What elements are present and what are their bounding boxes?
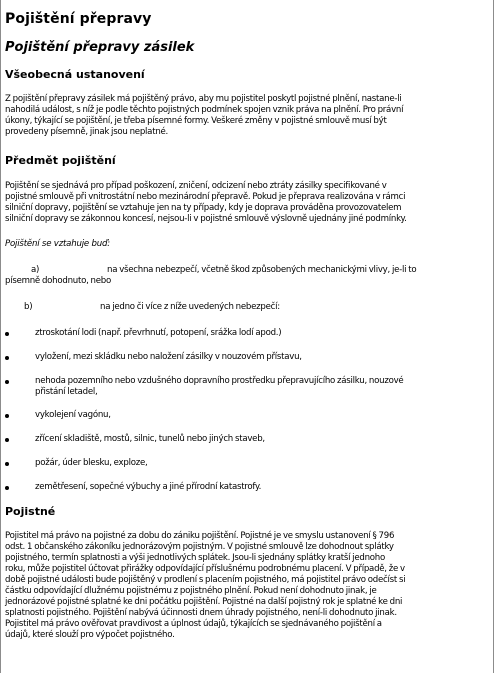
text-line: jednorázové pojistné splatné ke dni počátku pojištění. Pojistné na další pojistný rok je splatné ke dni	[5, 597, 403, 607]
text-line: roku, může pojistitel účtovat přirážky odpovídající příslušnému podrobnému placení. V případě, že v	[5, 564, 405, 574]
paragraph-general	[5, 94, 489, 138]
list-item-text: vyložení, mezi skládku nebo naložení zásilky v nouzovém přístavu,	[35, 352, 302, 362]
page-subtitle: Pojištění přepravy zásilek	[5, 40, 195, 55]
bullet-icon	[5, 462, 9, 466]
list-item-text: nehoda pozemního nebo vzdušného dopravního prostředku přepravujícího zásilku, nouzové	[35, 376, 404, 386]
text-line: částku odpovídající dlužnému pojistnému z pojistného plnění. Pokud není dohodnuto jinak, je	[5, 586, 377, 596]
coverage-intro: Pojištění se vztahuje buď:	[5, 239, 110, 249]
list-item-text: ztroskotání lodi (např. převrhnutí, potopení, srážka lodí apod.)	[35, 328, 282, 338]
option-a-continuation: písemně dohodnuto, nebo	[5, 276, 111, 286]
bullet-icon	[5, 356, 9, 360]
list-item-text: zemětřesení, sopečné výbuchy a jiné přírodní katastrofy.	[35, 482, 262, 492]
bullet-icon	[5, 486, 9, 490]
list-item-text: vykolejení vagónu,	[35, 410, 111, 420]
option-b	[24, 302, 280, 313]
list-item-text: přistání letadel,	[35, 387, 98, 397]
text-line: pojistné smlouvě při vnitrostátní nebo mezinárodní přepravě. Pokud je přeprava realizována v rámci	[5, 192, 406, 202]
text-line: splatnosti pojistného. Pojištění nabývá účinnosti dnem úhrady pojistného, není-li dohodnuto jinak.	[5, 608, 397, 618]
option-a-label: a)	[31, 265, 40, 275]
text-line: provedeny písemně, jinak jsou neplatné.	[5, 127, 169, 137]
text-line: údajů, které slouží pro výpočet pojistného.	[5, 630, 175, 640]
page-title: Pojištění přepravy	[5, 11, 152, 27]
text-line: odst. 1 občanského zákoníku jednorázovým pojistným. V pojistné smlouvě lze dohodnout splátky	[5, 542, 394, 552]
option-b-text: na jedno či více z níže uvedených nebezpečí:	[100, 302, 280, 312]
text-line: silniční dopravy, pojištění se vztahuje jen na ty případy, kdy je doprava prováděna provozovatelem	[5, 203, 402, 213]
bullet-icon	[5, 438, 9, 442]
text-line: době pojistné události bude pojištěný v prodlení s placením pojistného, má pojistitel právo odečíst si	[5, 575, 406, 585]
bullet-icon	[5, 332, 9, 336]
bullet-icon	[5, 414, 9, 418]
text-line: silniční dopravy se zákonnou koncesí, nejsou-li v pojistné smlouvě výslovně ujednány jiné podmínky.	[5, 214, 407, 224]
text-line: Pojistitel má právo ověřovat pravdivost a úplnost údajů, týkajících se sjednávaného pojištění a	[5, 619, 382, 629]
text-line: nahodilá událost, s níž je podle těchto pojistných podmínek spojen vznik práva na plnění. Pro právní	[5, 105, 404, 115]
option-a	[31, 265, 416, 276]
section-heading-subject: Předmět pojištění	[5, 154, 116, 167]
text-line: Z pojištění přepravy zásilek má pojištěný právo, aby mu pojistitel poskytl pojistné plnění, nastane-li	[5, 94, 402, 104]
text-line: úkony, týkající se pojištění, je třeba písemné formy. Veškeré změny v pojistné smlouvě musí být	[5, 116, 387, 126]
paragraph-subject	[5, 181, 489, 225]
option-b-label: b)	[24, 302, 33, 312]
bullet-icon	[5, 380, 9, 384]
section-heading-general: Všeobecná ustanovení	[5, 68, 145, 81]
list-item-text: požár, úder blesku, exploze,	[35, 458, 148, 468]
paragraph-premium	[5, 531, 489, 641]
option-a-text: na všechna nebezpečí, včetně škod způsobených mechanickými vlivy, je-li to	[107, 265, 417, 275]
section-heading-premium: Pojistné	[5, 505, 56, 518]
list-item-text: zřícení skladiště, mostů, silnic, tunelů nebo jiných staveb,	[35, 434, 265, 444]
text-line: Pojištění se sjednává pro případ poškození, zničení, odcizení nebo ztráty zásilky specifikované v	[5, 181, 387, 191]
text-line: pojistného, termín splatnosti a výši jednotlivých splátek. Jsou-li sjednány splátky kratší jednoho	[5, 553, 385, 563]
text-line: Pojistitel má právo na pojistné za dobu do zániku pojištění. Pojistné je ve smyslu ustanovení § 796	[5, 531, 395, 541]
